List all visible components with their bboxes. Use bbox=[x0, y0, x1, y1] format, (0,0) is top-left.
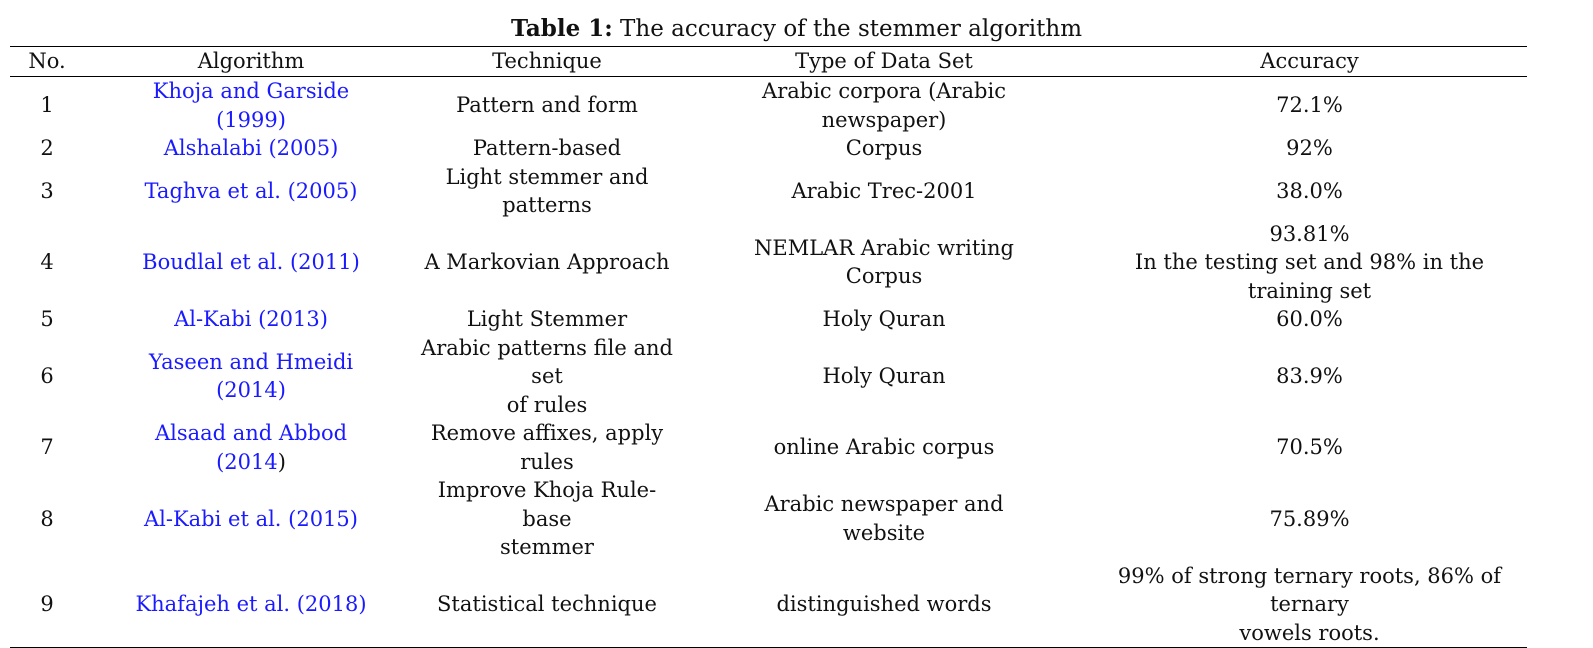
caption-text: The accuracy of the stemmer algorithm bbox=[612, 16, 1083, 42]
cell-technique-line: A Markovian Approach bbox=[424, 250, 670, 274]
table-row bbox=[10, 476, 1527, 562]
cell-technique bbox=[418, 220, 676, 306]
cell-algorithm[interactable] bbox=[84, 419, 418, 476]
cell-algorithm-line: Al-Kabi et al. (2015) bbox=[144, 506, 358, 531]
table-row bbox=[10, 562, 1527, 648]
cell-algorithm[interactable] bbox=[84, 476, 418, 562]
cell-technique-line: Light stemmer and patterns bbox=[445, 164, 649, 217]
cell-algorithm[interactable] bbox=[84, 220, 418, 306]
cell-technique-line: of rules bbox=[506, 392, 588, 417]
cell-algorithm-line: Yaseen and Hmeidi bbox=[148, 349, 354, 374]
cell-technique bbox=[418, 134, 676, 163]
cell-dataset-line: Arabic Trec-2001 bbox=[791, 178, 977, 203]
cell-accuracy-line: 72.1% bbox=[1276, 93, 1343, 118]
stemmer-accuracy-table bbox=[10, 46, 1527, 648]
cell-accuracy bbox=[1092, 77, 1527, 135]
algorithm-suffix: ) bbox=[277, 449, 286, 474]
cell-dataset bbox=[676, 77, 1092, 135]
cell-no: 8 bbox=[40, 506, 54, 531]
cell-no: 5 bbox=[40, 307, 54, 331]
cell-technique-line: Arabic patterns file and set bbox=[421, 335, 673, 388]
cell-dataset-line: Corpus bbox=[845, 264, 923, 289]
cell-dataset bbox=[676, 562, 1092, 648]
caption-label: Table 1: bbox=[510, 15, 613, 42]
table-row bbox=[10, 134, 1527, 163]
cell-dataset bbox=[676, 220, 1092, 306]
cell-accuracy-line: 75.89% bbox=[1269, 506, 1350, 531]
cell-technique bbox=[418, 476, 676, 562]
cell-technique bbox=[418, 562, 676, 648]
cell-dataset-line: newspaper) bbox=[821, 107, 947, 132]
cell-technique-line: Statistical technique bbox=[437, 592, 657, 616]
header-accuracy: Accuracy bbox=[1092, 47, 1527, 77]
cell-technique-line: Improve Khoja Rule-base bbox=[437, 478, 657, 531]
cell-dataset bbox=[676, 134, 1092, 163]
cell-dataset-line: Arabic newspaper and bbox=[764, 492, 1004, 517]
cell-accuracy-line: 60.0% bbox=[1276, 307, 1343, 331]
header-no: No. bbox=[10, 47, 84, 77]
cell-dataset-line: website bbox=[842, 520, 926, 545]
table-header-row bbox=[10, 47, 1527, 77]
cell-no: 4 bbox=[40, 250, 54, 274]
cell-algorithm[interactable] bbox=[84, 305, 418, 334]
cell-accuracy bbox=[1092, 419, 1527, 476]
table-row bbox=[10, 220, 1527, 306]
algorithm-line-wrap bbox=[84, 448, 418, 477]
cell-algorithm-line: (1999) bbox=[216, 107, 286, 132]
cell-algorithm[interactable] bbox=[84, 334, 418, 420]
table-body bbox=[10, 77, 1527, 648]
cell-dataset-line: Corpus bbox=[845, 136, 923, 160]
cell-accuracy-line: 93.81% bbox=[1269, 221, 1350, 246]
table-row bbox=[10, 305, 1527, 334]
table-row bbox=[10, 334, 1527, 420]
cell-no: 2 bbox=[40, 136, 54, 160]
cell-dataset-line: Holy Quran bbox=[822, 307, 946, 331]
cell-technique-line: Pattern-based bbox=[472, 136, 622, 160]
table-row bbox=[10, 77, 1527, 135]
cell-accuracy bbox=[1092, 134, 1527, 163]
cell-technique bbox=[418, 163, 676, 220]
cell-algorithm-line: (2014) bbox=[216, 378, 286, 403]
cell-accuracy bbox=[1092, 562, 1527, 648]
table-row bbox=[10, 419, 1527, 476]
cell-algorithm[interactable] bbox=[84, 134, 418, 163]
cell-technique-line: Pattern and form bbox=[456, 93, 638, 118]
cell-dataset bbox=[676, 305, 1092, 334]
cell-algorithm[interactable] bbox=[84, 562, 418, 648]
cell-dataset-line: distinguished words bbox=[776, 592, 992, 616]
cell-accuracy bbox=[1092, 220, 1527, 306]
cell-algorithm[interactable] bbox=[84, 77, 418, 135]
cell-no: 6 bbox=[40, 364, 54, 388]
cell-technique bbox=[418, 419, 676, 476]
header-algorithm: Algorithm bbox=[84, 47, 418, 77]
cell-dataset bbox=[676, 476, 1092, 562]
cell-accuracy bbox=[1092, 305, 1527, 334]
cell-dataset-line: online Arabic corpus bbox=[773, 435, 995, 460]
cell-accuracy bbox=[1092, 476, 1527, 562]
cell-accuracy bbox=[1092, 334, 1527, 420]
cell-accuracy bbox=[1092, 163, 1527, 220]
cell-dataset bbox=[676, 163, 1092, 220]
cell-dataset-line: Arabic corpora (Arabic bbox=[762, 79, 1006, 103]
table-caption bbox=[0, 14, 1593, 44]
cell-technique-line: stemmer bbox=[500, 535, 594, 559]
cell-dataset-line: Holy Quran bbox=[822, 364, 946, 388]
cell-dataset bbox=[676, 334, 1092, 420]
header-technique: Technique bbox=[418, 47, 676, 77]
table-row bbox=[10, 163, 1527, 220]
cell-accuracy-line: In the testing set and 98% in the training set bbox=[1134, 250, 1485, 303]
cell-algorithm-line: Khafajeh et al. (2018) bbox=[135, 592, 367, 616]
cell-technique bbox=[418, 77, 676, 135]
cell-dataset-line: NEMLAR Arabic writing bbox=[754, 235, 1014, 260]
cell-algorithm-line: Taghva et al. (2005) bbox=[144, 178, 358, 203]
cell-accuracy-line: 38.0% bbox=[1276, 178, 1343, 203]
cell-technique-line: Remove affixes, apply rules bbox=[430, 421, 664, 474]
cell-no: 1 bbox=[40, 93, 54, 118]
cell-algorithm-line: (2014 bbox=[216, 449, 278, 474]
cell-algorithm[interactable] bbox=[84, 163, 418, 220]
cell-accuracy-line: vowels roots. bbox=[1239, 620, 1380, 645]
cell-technique-line: Light Stemmer bbox=[466, 307, 628, 331]
cell-no: 3 bbox=[40, 178, 54, 203]
header-dataset: Type of Data Set bbox=[676, 47, 1092, 77]
cell-algorithm-line: Al-Kabi (2013) bbox=[174, 307, 328, 331]
cell-algorithm-line: Boudlal et al. (2011) bbox=[142, 250, 360, 274]
cell-accuracy-line: 99% of strong ternary roots, 86% of ternary bbox=[1117, 563, 1502, 616]
cell-algorithm-line: Alshalabi (2005) bbox=[163, 136, 339, 160]
cell-technique bbox=[418, 334, 676, 420]
cell-accuracy-line: 70.5% bbox=[1276, 435, 1343, 460]
cell-technique bbox=[418, 305, 676, 334]
cell-accuracy-line: 83.9% bbox=[1276, 364, 1343, 388]
cell-no: 9 bbox=[10, 562, 84, 648]
cell-algorithm-line: Alsaad and Abbod bbox=[154, 421, 348, 445]
cell-accuracy-line: 92% bbox=[1286, 136, 1333, 160]
cell-algorithm-line: Khoja and Garside bbox=[152, 79, 350, 103]
cell-dataset bbox=[676, 419, 1092, 476]
cell-no: 7 bbox=[40, 435, 54, 460]
